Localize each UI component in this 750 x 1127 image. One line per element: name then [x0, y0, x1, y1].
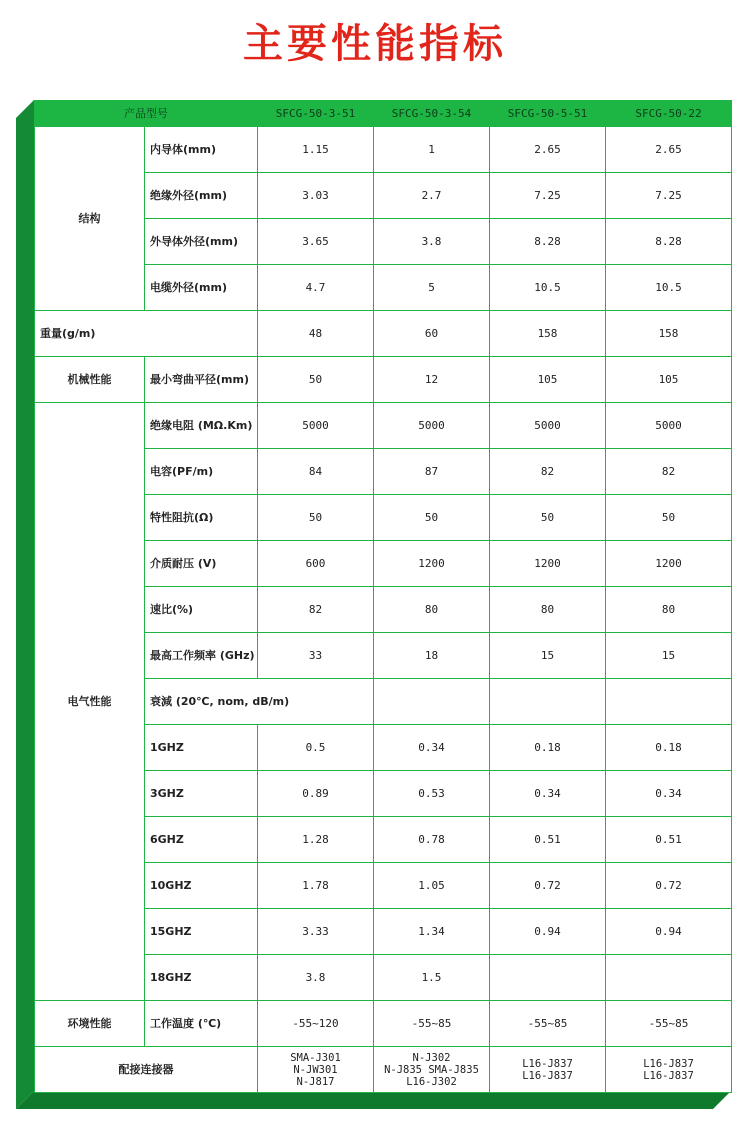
value-cell: 5000	[606, 403, 732, 449]
mechanical-row	[35, 357, 732, 403]
connector-model: L16-J837	[522, 1069, 573, 1082]
value-cell: 8.28	[606, 219, 732, 265]
group-label-environment: 环境性能	[35, 1001, 145, 1047]
value-cell: 15	[606, 633, 732, 679]
connector-label: 配接连接器	[35, 1047, 258, 1093]
value-cell: 50	[258, 357, 374, 403]
empty-cell	[374, 679, 490, 725]
value-cell: 50	[606, 495, 732, 541]
value-cell: 0.51	[606, 817, 732, 863]
value-cell: 158	[606, 311, 732, 357]
frequency-label: 6GHZ	[145, 817, 258, 863]
value-cell: 80	[374, 587, 490, 633]
product-model-header: 产品型号	[35, 101, 258, 127]
connector-model: N-J302	[412, 1051, 451, 1064]
value-cell: 105	[606, 357, 732, 403]
frequency-label: 3GHZ	[145, 771, 258, 817]
value-cell: 2.7	[374, 173, 490, 219]
value-cell: 1200	[606, 541, 732, 587]
value-cell: 0.94	[490, 909, 606, 955]
value-cell: -55~85	[606, 1001, 732, 1047]
value-cell	[606, 955, 732, 1001]
model-header: SFCG-50-22	[606, 101, 732, 127]
model-header: SFCG-50-5-51	[490, 101, 606, 127]
empty-cell	[606, 679, 732, 725]
page-title: 主要性能指标	[243, 21, 507, 67]
connector-model: SMA-J301	[290, 1051, 341, 1064]
value-cell: 5	[374, 265, 490, 311]
value-cell: 1.28	[258, 817, 374, 863]
row-label: 绝缘电阻 (MΩ.Km)	[145, 403, 258, 449]
connector-model: N-J817	[296, 1075, 335, 1088]
table-frame	[34, 100, 731, 1091]
value-cell: 1	[374, 127, 490, 173]
value-cell: -55~120	[258, 1001, 374, 1047]
value-cell: 50	[374, 495, 490, 541]
value-cell: 5000	[490, 403, 606, 449]
value-cell: 84	[258, 449, 374, 495]
value-cell: 3.33	[258, 909, 374, 955]
value-cell: 80	[490, 587, 606, 633]
value-cell: 105	[490, 357, 606, 403]
value-cell: 10.5	[606, 265, 732, 311]
value-cell: 1200	[490, 541, 606, 587]
value-cell: 0.34	[374, 725, 490, 771]
value-cell: 158	[490, 311, 606, 357]
value-cell: 0.94	[606, 909, 732, 955]
value-cell: 5000	[374, 403, 490, 449]
value-cell: 1.78	[258, 863, 374, 909]
value-cell	[490, 955, 606, 1001]
value-cell: 48	[258, 311, 374, 357]
structure-row	[35, 127, 732, 173]
environment-row	[35, 1001, 732, 1047]
frequency-label: 1GHZ	[145, 725, 258, 771]
value-cell: 10.5	[490, 265, 606, 311]
value-cell: 4.7	[258, 265, 374, 311]
group-label-mechanical: 机械性能	[35, 357, 145, 403]
value-cell: 2.65	[490, 127, 606, 173]
connector-cell	[258, 1047, 374, 1093]
connector-model: L16-J837	[643, 1069, 694, 1082]
value-cell: 82	[258, 587, 374, 633]
value-cell: 8.28	[490, 219, 606, 265]
value-cell: 15	[490, 633, 606, 679]
weight-row	[35, 311, 732, 357]
value-cell: 82	[490, 449, 606, 495]
row-label: 绝缘外径(mm)	[145, 173, 258, 219]
value-cell: 2.65	[606, 127, 732, 173]
connector-cell	[606, 1047, 732, 1093]
attenuation-label: 衰減 (20℃, nom, dB/m)	[145, 679, 374, 725]
row-label: 电容(PF/m)	[145, 449, 258, 495]
row-label: 速比(%)	[145, 587, 258, 633]
row-label: 工作温度 (℃)	[145, 1001, 258, 1047]
row-label: 最高工作频率 (GHz)	[145, 633, 258, 679]
empty-cell	[490, 679, 606, 725]
value-cell: 1.15	[258, 127, 374, 173]
row-label: 内导体(mm)	[145, 127, 258, 173]
value-cell: 0.5	[258, 725, 374, 771]
spec-table	[34, 100, 732, 1093]
value-cell: 3.8	[374, 219, 490, 265]
value-cell: 5000	[258, 403, 374, 449]
frequency-label: 10GHZ	[145, 863, 258, 909]
value-cell: 0.72	[606, 863, 732, 909]
value-cell: 1200	[374, 541, 490, 587]
row-label: 外导体外径(mm)	[145, 219, 258, 265]
value-cell: 0.34	[490, 771, 606, 817]
value-cell: 60	[374, 311, 490, 357]
group-label-structure: 结构	[35, 127, 145, 311]
value-cell: 0.53	[374, 771, 490, 817]
value-cell: 7.25	[606, 173, 732, 219]
value-cell: 18	[374, 633, 490, 679]
value-cell: 0.72	[490, 863, 606, 909]
model-header: SFCG-50-3-51	[258, 101, 374, 127]
model-header: SFCG-50-3-54	[374, 101, 490, 127]
value-cell: 0.89	[258, 771, 374, 817]
connector-model: N-JW301	[293, 1063, 338, 1076]
weight-label: 重量(g/m)	[35, 311, 258, 357]
frame-depth-bottom	[16, 1091, 731, 1109]
connector-model: N-J835 SMA-J835	[384, 1063, 479, 1076]
frame-depth-left	[16, 100, 34, 1109]
value-cell: 1.05	[374, 863, 490, 909]
value-cell: 0.34	[606, 771, 732, 817]
frequency-label: 18GHZ	[145, 955, 258, 1001]
value-cell: -55~85	[374, 1001, 490, 1047]
value-cell: 50	[258, 495, 374, 541]
value-cell: 12	[374, 357, 490, 403]
value-cell: 1.34	[374, 909, 490, 955]
row-label: 特性阻抗(Ω)	[145, 495, 258, 541]
value-cell: 0.18	[606, 725, 732, 771]
spec-table-card	[16, 100, 731, 1109]
row-label: 介质耐压 (V)	[145, 541, 258, 587]
value-cell: 0.18	[490, 725, 606, 771]
connector-cell	[374, 1047, 490, 1093]
value-cell: -55~85	[490, 1001, 606, 1047]
value-cell: 7.25	[490, 173, 606, 219]
connector-row	[35, 1047, 732, 1093]
connector-model: L16-J837	[522, 1057, 573, 1070]
value-cell: 3.8	[258, 955, 374, 1001]
value-cell: 80	[606, 587, 732, 633]
electrical-row	[35, 403, 732, 449]
value-cell: 1.5	[374, 955, 490, 1001]
frequency-label: 15GHZ	[145, 909, 258, 955]
value-cell: 33	[258, 633, 374, 679]
header-row	[35, 101, 732, 127]
value-cell: 3.03	[258, 173, 374, 219]
row-label: 最小弯曲平径(mm)	[145, 357, 258, 403]
connector-model: L16-J302	[406, 1075, 457, 1088]
value-cell: 50	[490, 495, 606, 541]
connector-cell	[490, 1047, 606, 1093]
value-cell: 0.51	[490, 817, 606, 863]
value-cell: 3.65	[258, 219, 374, 265]
value-cell: 0.78	[374, 817, 490, 863]
value-cell: 600	[258, 541, 374, 587]
row-label: 电缆外径(mm)	[145, 265, 258, 311]
value-cell: 87	[374, 449, 490, 495]
group-label-electrical: 电气性能	[35, 403, 145, 1001]
connector-model: L16-J837	[643, 1057, 694, 1070]
value-cell: 82	[606, 449, 732, 495]
